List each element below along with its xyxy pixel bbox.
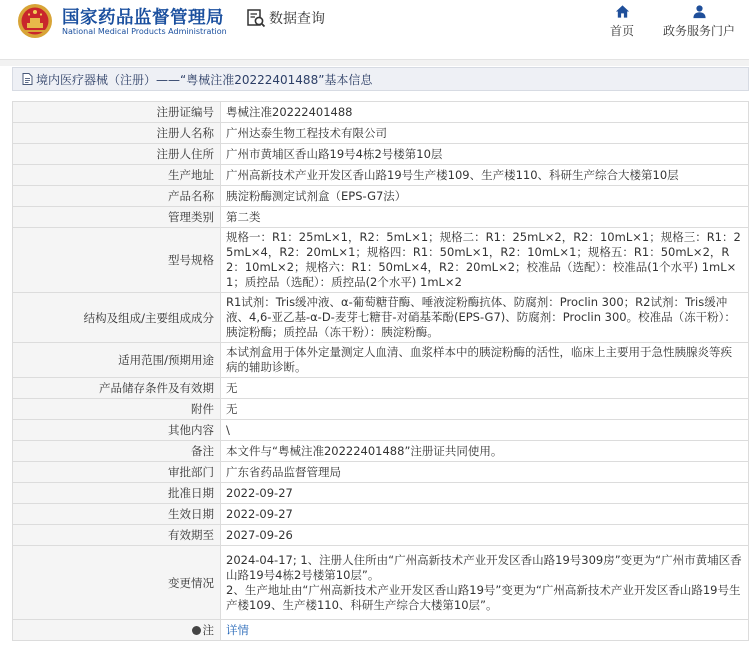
table-row [13,293,749,343]
table-row [13,420,749,441]
nav-service-portal-label: 政务服务门户 [663,24,736,38]
row-label: 适用范围/预期用途 [13,343,221,378]
row-label: 注册人住所 [13,144,221,165]
row-value: 粤械注准20222401488 [221,102,749,123]
table-row-note [13,620,749,641]
row-value: 2027-09-26 [221,525,749,546]
row-value: 广州市黄埔区香山路19号4栋2号楼第10层 [221,144,749,165]
record-title: 境内医疗器械（注册）——“粤械注准20222401488”基本信息 [36,72,373,87]
home-icon [615,4,630,19]
row-value: 本试剂盒用于体外定量测定人血清、血浆样本中的胰淀粉酶的活性，临床上主要用于急性胰腺炎等疾病的辅助诊断。 [221,343,749,378]
header-separator [0,60,749,66]
table-row [13,343,749,378]
row-label: 管理类别 [13,207,221,228]
row-label: 变更情况 [13,546,221,620]
row-label: 备注 [13,441,221,462]
document-icon [22,73,33,85]
note-dot-icon [192,626,201,635]
row-label: 附件 [13,399,221,420]
row-value: 无 [221,399,749,420]
row-value: 2024-04-17; 1、注册人住所由“广州高新技术产业开发区香山路19号309房”变更为“广州市黄埔区香山路19号4栋2号楼第10层”。 2、生产地址由“广州高新技术产业开发区香山路19号”变更为“广州高新技术产业开发区香山路19号生产楼109、生产楼110、科研生产综合大楼第10层”。 [221,546,749,620]
row-label: 审批部门 [13,462,221,483]
table-row [13,102,749,123]
row-value: 广州高新技术产业开发区香山路19号生产楼109、生产楼110、科研生产综合大楼第10层 [221,165,749,186]
nav-home[interactable] [610,4,634,39]
table-row [13,228,749,293]
row-value: \ [221,420,749,441]
row-value: 第二类 [221,207,749,228]
site-header [0,0,749,60]
table-row [13,483,749,504]
record-title-bar [12,67,749,91]
table-row [13,144,749,165]
table-row [13,504,749,525]
user-icon [692,4,707,19]
table-row [13,546,749,620]
row-value: R1试剂：Tris缓冲液、α-葡萄糖苷酶、唾液淀粉酶抗体、防腐剂：Proclin 300；R2试剂：Tris缓冲液、4,6-亚乙基-α-D-麦芽七糖苷-对硝基苯酚(EPS-G7)、防腐剂：Proclin 300。校准品（冻干粉）：胰淀粉酶；质控品（冻干粉）：胰淀粉酶。 [221,293,749,343]
row-value: 2022-09-27 [221,483,749,504]
data-search-icon [246,8,266,28]
nav-home-label: 首页 [610,24,635,38]
table-row [13,525,749,546]
row-label: 结构及组成/主要组成成分 [13,293,221,343]
data-query-label: 数据查询 [269,11,325,27]
row-value: 无 [221,378,749,399]
row-value: 2022-09-27 [221,504,749,525]
table-row [13,165,749,186]
row-value: 广东省药品监督管理局 [221,462,749,483]
table-row [13,186,749,207]
note-label: 注 [202,623,214,637]
table-row [13,441,749,462]
table-row [13,399,749,420]
site-name-en: National Medical Products Administration [62,27,227,36]
row-value: 广州达泰生物工程技术有限公司 [221,123,749,144]
data-query-link[interactable] [246,8,325,28]
table-row [13,378,749,399]
row-label: 产品储存条件及有效期 [13,378,221,399]
table-row [13,207,749,228]
details-link[interactable]: 详情 [221,620,749,641]
row-value: 本文件与“粤械注准20222401488”注册证共同使用。 [221,441,749,462]
row-label: 注册证编号 [13,102,221,123]
nav-service-portal[interactable] [663,4,735,39]
row-label: 产品名称 [13,186,221,207]
table-row [13,462,749,483]
site-name: 国家药品监督管理局 [62,8,224,28]
row-label: 其他内容 [13,420,221,441]
row-label: 有效期至 [13,525,221,546]
registration-detail-table [12,101,749,641]
row-label: 生效日期 [13,504,221,525]
row-label: 型号规格 [13,228,221,293]
row-label: 生产地址 [13,165,221,186]
note-label-cell [13,620,221,641]
table-row [13,123,749,144]
row-label: 批准日期 [13,483,221,504]
row-value: 胰淀粉酶测定试剂盒（EPS-G7法） [221,186,749,207]
row-value: 规格一：R1：25mL×1，R2：5mL×1；规格二：R1：25mL×2，R2：10mL×1；规格三：R1：25mL×4，R2：20mL×1；规格四：R1：50mL×1，R2：10mL×1；规格五：R1：50mL×2，R2：10mL×2；规格六：R1：50mL×4，R2：20mL×2；校准品（选配）：校准品(1个水平) 1mL×1；质控品（选配）：质控品(2个水平) 1mL×2 [221,228,749,293]
emblem-logo [17,3,53,39]
row-label: 注册人名称 [13,123,221,144]
